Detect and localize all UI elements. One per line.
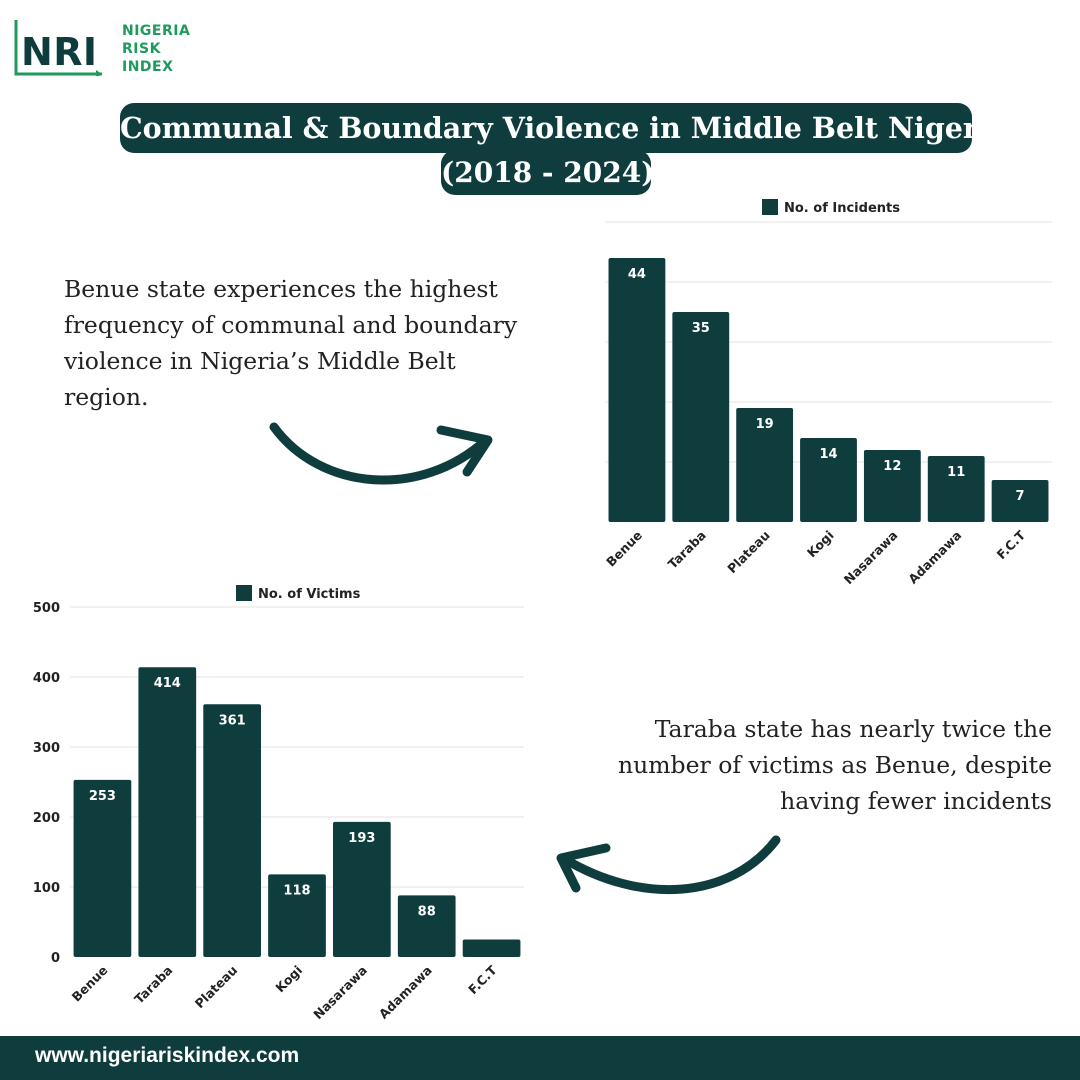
data-label: 11: [947, 465, 966, 480]
benue-insight-text: Benue state experiences the highest frequency of communal and boundary violence in Nigeria’s Middle Belt region.: [64, 275, 518, 411]
legend-swatch: [236, 585, 252, 601]
taraba-insight-text: Taraba state has nearly twice the number of victims as Benue, despite having fewer incidents: [617, 715, 1052, 815]
data-label: 414: [153, 676, 181, 692]
x-tick-label: Kogi: [272, 962, 306, 996]
data-label: 361: [218, 713, 246, 729]
y-tick-label: 300: [32, 741, 60, 756]
brand-name-line: INDEX: [122, 59, 174, 75]
x-tick-label: Nasarawa: [840, 527, 901, 588]
logo-letters: NRI: [21, 30, 97, 74]
x-tick-label: Taraba: [664, 527, 709, 572]
bar: [74, 780, 132, 957]
data-label: 193: [348, 830, 376, 846]
x-tick-label: Plateau: [724, 527, 773, 577]
x-tick-label: Taraba: [131, 962, 176, 1007]
data-label: 14: [819, 447, 838, 462]
x-tick-label: Nasarawa: [310, 962, 370, 1023]
x-tick-label: Benue: [603, 527, 646, 570]
legend-label: No. of Victims: [258, 587, 361, 602]
brand-name-line: RISK: [122, 41, 161, 57]
legend-label: No. of Incidents: [784, 201, 900, 216]
bar: [203, 704, 261, 957]
x-tick-label: F.C.T: [993, 527, 1029, 563]
brand-name-line: NIGERIA: [122, 23, 191, 39]
y-tick-label: 0: [50, 951, 60, 966]
y-tick-label: 500: [32, 601, 60, 616]
data-label: 44: [627, 267, 646, 282]
page-subtitle-years: (2018 - 2024): [441, 150, 651, 195]
y-tick-label: 200: [32, 811, 60, 826]
data-label: 88: [417, 904, 436, 920]
footer-bar: [0, 1036, 1080, 1080]
data-label: 7: [1015, 489, 1025, 504]
x-tick-label: Plateau: [191, 962, 241, 1012]
x-tick-label: Adamawa: [905, 527, 965, 587]
data-label: 35: [691, 321, 710, 336]
x-tick-label: Benue: [68, 962, 111, 1005]
website-link[interactable]: www.nigeriariskindex.com: [35, 1044, 300, 1067]
bar: [463, 940, 521, 958]
data-label: 253: [88, 788, 116, 804]
y-tick-label: 400: [32, 671, 60, 686]
x-tick-label: Kogi: [803, 527, 837, 561]
x-tick-label: Adamawa: [375, 962, 435, 1022]
x-tick-label: F.C.T: [465, 962, 500, 998]
data-label: 12: [883, 459, 902, 474]
bar: [138, 667, 196, 957]
page-title: Communal & Boundary Violence in Middle Belt Nigeria: [120, 103, 972, 153]
data-label: 118: [283, 883, 311, 899]
data-label: 19: [755, 417, 774, 432]
y-tick-label: 100: [32, 881, 60, 896]
